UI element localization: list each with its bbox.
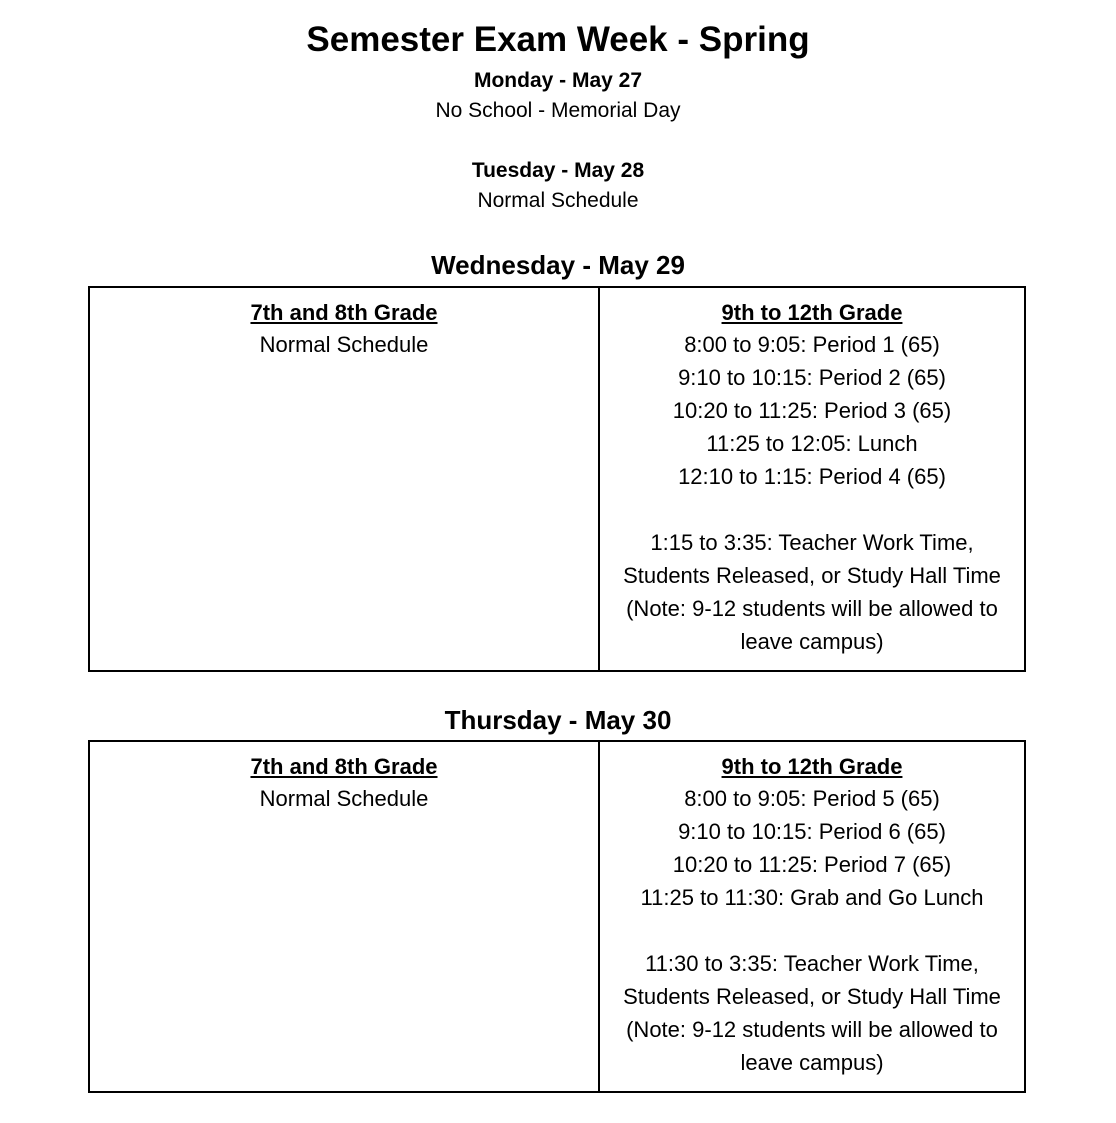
period-line: 10:20 to 11:25: Period 7 (65) [672, 852, 952, 877]
wednesday-high-school-cell [599, 287, 1025, 671]
monday-note: No School - Memorial Day [435, 99, 681, 122]
schedule-note: Normal Schedule [259, 332, 429, 357]
release-line: 1:15 to 3:35: Teacher Work Time, [650, 530, 974, 555]
release-line: leave campus) [740, 1050, 884, 1075]
grade-heading: 7th and 8th Grade [250, 754, 438, 779]
grade-heading: 7th and 8th Grade [250, 300, 438, 325]
period-line: 9:10 to 10:15: Period 6 (65) [678, 819, 946, 844]
thursday-high-school-cell [599, 741, 1025, 1092]
release-line: 11:30 to 3:35: Teacher Work Time, [645, 951, 979, 976]
page-title: Semester Exam Week - Spring [306, 20, 810, 59]
release-line: Students Released, or Study Hall Time [623, 984, 1001, 1009]
grade-heading: 9th to 12th Grade [721, 754, 903, 779]
period-line: 8:00 to 9:05: Period 5 (65) [684, 786, 940, 811]
thursday-middle-school-cell [89, 741, 599, 1092]
thursday-schedule-table [88, 740, 1026, 1093]
tuesday-note: Normal Schedule [477, 189, 639, 212]
period-line: 11:25 to 12:05: Lunch [706, 431, 918, 456]
period-line: 8:00 to 9:05: Period 1 (65) [684, 332, 940, 357]
spacer [620, 914, 1004, 947]
period-line: 9:10 to 10:15: Period 2 (65) [678, 365, 946, 390]
wednesday-middle-school-cell [89, 287, 599, 671]
release-line: Students Released, or Study Hall Time [623, 563, 1001, 588]
schedule-note: Normal Schedule [259, 786, 429, 811]
release-line: (Note: 9-12 students will be allowed to [626, 596, 998, 621]
wednesday-heading: Wednesday - May 29 [431, 250, 685, 280]
spacer [620, 493, 1004, 526]
thursday-heading: Thursday - May 30 [444, 705, 672, 735]
tuesday-heading: Tuesday - May 28 [471, 159, 645, 182]
release-line: leave campus) [740, 629, 884, 654]
wednesday-schedule-table [88, 286, 1026, 672]
release-line: (Note: 9-12 students will be allowed to [626, 1017, 998, 1042]
table-row [89, 741, 1025, 1092]
monday-heading: Monday - May 27 [473, 69, 643, 92]
period-line: 10:20 to 11:25: Period 3 (65) [672, 398, 952, 423]
period-line: 11:25 to 11:30: Grab and Go Lunch [640, 885, 984, 910]
grade-heading: 9th to 12th Grade [721, 300, 903, 325]
period-line: 12:10 to 1:15: Period 4 (65) [678, 464, 946, 489]
table-row [89, 287, 1025, 671]
